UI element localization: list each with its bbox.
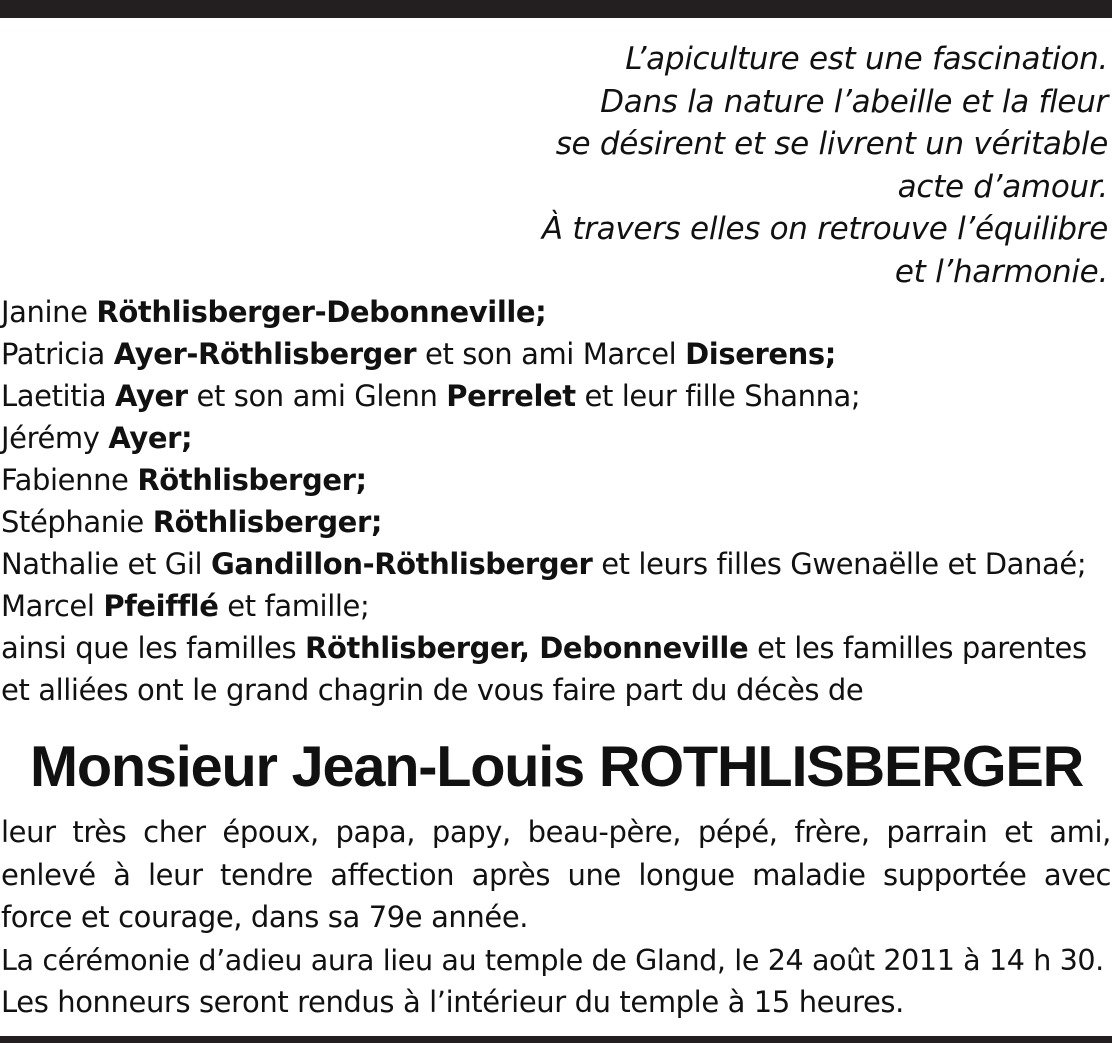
family-name: Gandillon-Röthlisberger: [211, 547, 593, 581]
family-name: Röthlisberger;: [137, 463, 367, 497]
text: Patricia: [1, 337, 114, 371]
text: et les familles parentes: [748, 631, 1087, 665]
family-line: [1, 501, 1111, 543]
family-line: [1, 417, 1111, 459]
text: Jérémy: [1, 421, 109, 455]
body-line: force et courage, dans sa 79e année.: [1, 900, 529, 934]
epigraph-poem: [308, 38, 1108, 293]
family-name: Röthlisberger-Debonneville;: [96, 295, 547, 329]
text: et alliées ont le grand chagrin de vous faire part du décès de: [1, 673, 864, 707]
family-name: Ayer: [115, 379, 188, 413]
family-line: [1, 585, 1111, 627]
family-list: [1, 291, 1111, 711]
body-line: leur très cher époux, papa, papy, beau-père, pépé, frère, parrain et ami,: [1, 815, 1111, 849]
text: Stéphanie: [1, 505, 153, 539]
text: et son ami Glenn: [187, 379, 447, 413]
family-line: [1, 543, 1111, 585]
poem-line: acte d’amour.: [897, 168, 1108, 205]
text: et famille;: [218, 589, 370, 623]
family-line: [1, 375, 1111, 417]
top-rule: [0, 0, 1112, 18]
deceased-name-heading: Monsieur Jean-Louis ROTHLISBERGER: [30, 735, 1084, 799]
poem-line: L’apiculture est une fascination.: [625, 41, 1108, 77]
text: Marcel: [1, 589, 104, 623]
text: Laetitia: [1, 379, 116, 413]
body-line: La cérémonie d’adieu aura lieu au temple de Gland, le 24 août 2011 à 14 h 30.: [1, 942, 1104, 977]
family-name: Diserens;: [685, 337, 836, 371]
family-name: Ayer-Röthlisberger: [113, 337, 417, 371]
family-name: Röthlisberger, Debonneville: [305, 631, 749, 665]
bottom-rule: [0, 1036, 1112, 1043]
text: Nathalie et Gil: [1, 547, 211, 581]
text: Janine: [1, 295, 97, 329]
text: ainsi que les familles: [1, 631, 306, 665]
family-name: Röthlisberger;: [152, 505, 383, 539]
family-name: Perrelet: [446, 379, 576, 413]
text: Fabienne: [1, 463, 138, 497]
poem-line: À travers elles on retrouve l’équilibre: [541, 211, 1108, 247]
poem-line: et l’harmonie.: [894, 253, 1108, 290]
text: et leurs filles Gwenaëlle et Danaé;: [592, 547, 1087, 581]
poem-line: se désirent et se livrent un véritable: [555, 126, 1108, 162]
family-line: [1, 669, 1111, 711]
text: et son ami Marcel: [416, 337, 686, 371]
family-line: [1, 333, 1111, 375]
body-line: Les honneurs seront rendus à l’intérieur du temple à 15 heures.: [1, 985, 904, 1019]
family-name: Pfeifflé: [103, 589, 219, 623]
family-line: [1, 291, 1111, 333]
body-line: enlevé à leur tendre affection après une longue maladie supportée avec: [1, 857, 1111, 892]
poem-line: Dans la nature l’abeille et la fleur: [600, 83, 1108, 120]
text: et leur fille Shanna;: [575, 379, 861, 413]
family-name: Ayer;: [108, 421, 193, 455]
family-line: [1, 459, 1111, 501]
announcement-body: [1, 811, 1111, 1024]
family-line: [1, 627, 1111, 669]
